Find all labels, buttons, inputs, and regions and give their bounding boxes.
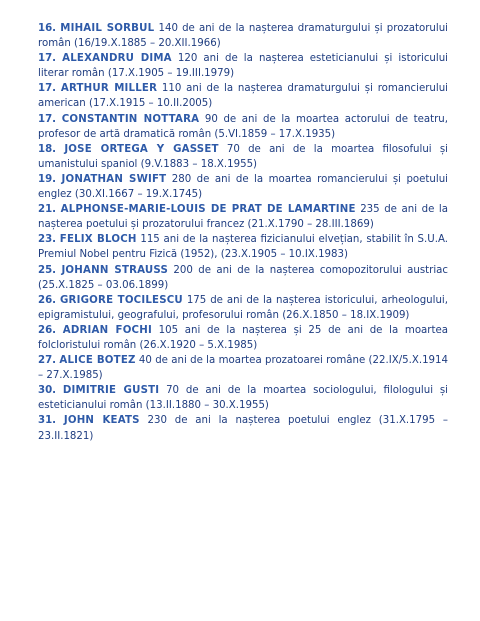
entry-number: 21. (38, 204, 57, 216)
entry-name: JOSE ORTEGA Y GASSET (64, 143, 219, 155)
list-item (38, 21, 448, 51)
entry-text: 105 ani de la nașterea și 25 de ani de la moartea folcloristului român (26.X.1920 – 5.X.1985) (38, 324, 448, 351)
entry-number: 23. (38, 234, 57, 246)
list-item (38, 172, 448, 202)
entry-text: 70 de ani de la moartea filosofului și umanistului spaniol (9.V.1883 – 18.X.1955) (38, 143, 449, 170)
entry-text: 120 ani de la nașterea esteticianului și istoricului literar român (17.X.1905 – 19.III.1979) (38, 53, 448, 80)
list-item (38, 353, 448, 383)
list-item (38, 323, 448, 353)
list-item (38, 263, 448, 293)
entry-name: ALEXANDRU DIMA (62, 53, 172, 65)
entry-number: 25. (38, 264, 57, 276)
entry-number: 16. (38, 23, 57, 34)
entry-name: JONATHAN SWIFT (61, 173, 167, 185)
entry-name: JOHANN STRAUSS (61, 264, 169, 276)
list-item (38, 51, 448, 81)
entry-number: 19. (38, 173, 57, 185)
list-item (38, 293, 448, 323)
entry-name: ADRIAN FOCHI (62, 324, 152, 336)
entry-text: 110 ani de la nașterea dramaturgului și romancierului american (17.X.1915 – 10.II.2005) (38, 83, 448, 110)
entry-number: 27. (38, 355, 57, 367)
list-item (38, 142, 448, 172)
entry-text: 200 de ani de la nașterea comopozitorului austriac (25.X.1825 – 03.06.1899) (38, 264, 448, 291)
entry-number: 18. (38, 143, 57, 155)
anniversary-list (38, 21, 448, 444)
entry-text: 115 ani de la nașterea fizicianului elvețian, stabilit în S.U.A. Premiul Nobel pentru Fizică (1952), (23.X.1905 – 10.IX.1983) (38, 234, 448, 261)
entry-name: GRIGORE TOCILESCU (60, 294, 183, 306)
entry-text: 235 de ani de la nașterea poetului și prozatorului francez (21.X.1790 – 28.III.1869) (38, 204, 448, 231)
entry-name: CONSTANTIN NOTTARA (61, 113, 200, 125)
entry-number: 17. (38, 83, 57, 95)
list-item (38, 202, 448, 232)
entry-name: FELIX BLOCH (59, 234, 137, 246)
entry-number: 26. (38, 294, 57, 306)
entry-number: 17. (38, 113, 57, 125)
entry-number: 30. (38, 385, 57, 397)
entry-name: ARTHUR MILLER (60, 83, 158, 95)
list-item (38, 81, 448, 111)
entry-text: 40 de ani de la moartea prozatoarei române (22.IX/5.X.1914 – 27.X.1985) (38, 355, 448, 382)
entry-text: 230 de ani la nașterea poetului englez (31.X.1795 – 23.II.1821) (38, 415, 448, 442)
list-item (38, 383, 448, 413)
entry-name: JOHN KEATS (63, 415, 140, 427)
entry-name: DIMITRIE GUSTI (62, 385, 160, 397)
entry-text: 140 de ani de la nașterea dramaturgului și prozatorului român (16/19.X.1885 – 20.XII.1966) (38, 23, 449, 50)
entry-text: 280 de ani de la moartea romancierului și poetului englez (30.XI.1667 – 19.X.1745) (38, 173, 448, 201)
entry-number: 26. (38, 324, 57, 336)
entry-text: 175 de ani de la nașterea istoricului, arheologului, epigramistului, geografului, profesorului român (26.X.1850 – 18.IX.1909) (38, 294, 448, 321)
list-item (38, 413, 448, 443)
entry-name: ALICE BOTEZ (59, 355, 136, 367)
entry-text: 70 de ani de la moartea sociologului, filologului și esteticianului român (13.II.1880 – 30.X.1955) (38, 385, 448, 412)
list-item (38, 112, 448, 142)
entry-number: 31. (38, 415, 57, 427)
entry-number: 17. (38, 53, 57, 65)
list-item (38, 232, 448, 262)
entry-name: ALPHONSE-MARIE-LOUIS DE PRAT DE LAMARTINE (60, 204, 356, 216)
entry-name: MIHAIL SORBUL (60, 23, 155, 34)
entry-text: 90 de ani de la moartea actorului de teatru, profesor de artă dramatică român (5.VI.1859 – 17.X.1935) (38, 113, 448, 140)
